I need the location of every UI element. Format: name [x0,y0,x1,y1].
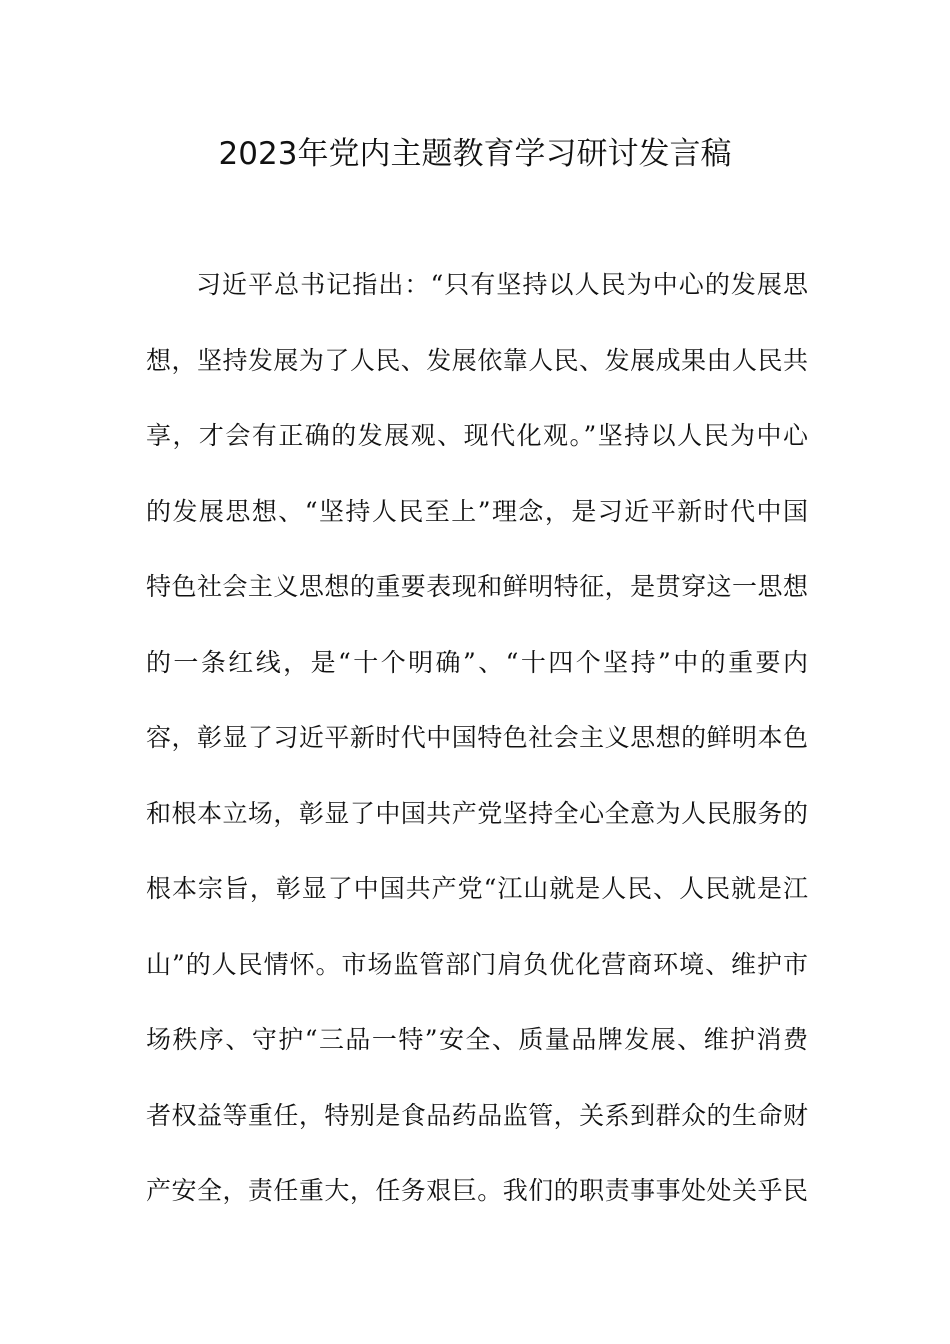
paragraph-line: 习近平总书记指出：“只有坚持以人民为中心的发展思 [196,270,808,299]
paragraph-line: 者权益等重任，特别是食品药品监管，关系到群众的生命财 [146,1100,808,1130]
paragraph-line: 的发展思想、“坚持人民至上”理念，是习近平新时代中国 [146,496,808,526]
paragraph-line: 想，坚持发展为了人民、发展依靠人民、发展成果由人民共 [146,345,808,375]
paragraph-line: 场秩序、守护“三品一特”安全、质量品牌发展、维护消费 [146,1025,808,1054]
paragraph-line: 享，才会有正确的发展观、现代化观。”坚持以人民为中心 [146,421,808,450]
paragraph-line: 特色社会主义思想的重要表现和鲜明特征，是贯穿这一思想 [146,572,808,601]
paragraph-line: 根本宗旨，彰显了中国共产党“江山就是人民、人民就是江 [146,874,808,903]
paragraph-line: 和根本立场，彰显了中国共产党坚持全心全意为人民服务的 [146,798,808,828]
paragraph-line: 山”的人民情怀。市场监管部门肩负优化营商环境、维护市 [146,949,808,979]
paragraph-line: 的一条红线，是“十个明确”、“十四个坚持”中的重要内 [146,647,808,677]
paragraph-line: 容，彰显了习近平新时代中国特色社会主义思想的鲜明本色 [146,723,808,752]
body-paragraph [146,258,808,1218]
page-title: 2023年党内主题教育学习研讨发言稿 [218,136,732,172]
paragraph-line: 产安全，责任重大，任务艰巨。我们的职责事事处处关乎民 [146,1176,808,1205]
